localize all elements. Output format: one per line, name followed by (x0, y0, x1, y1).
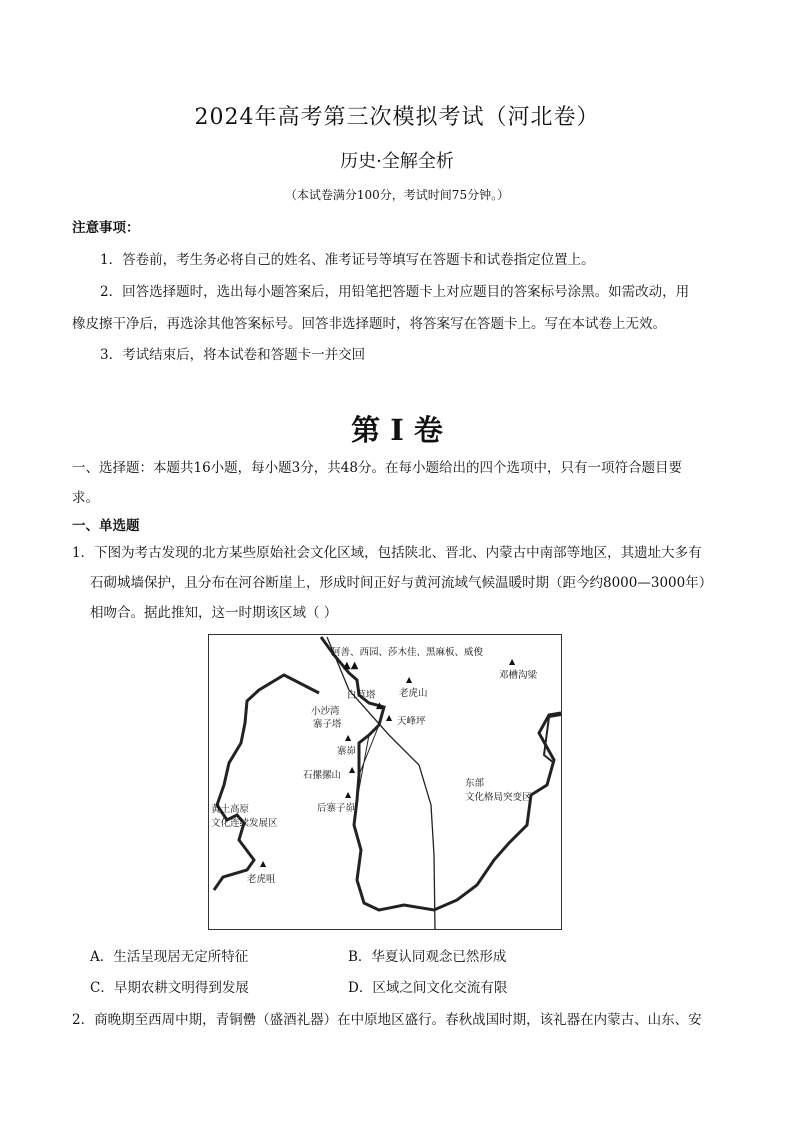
map-label-baicaota: 白草塔 (347, 690, 376, 701)
option-a[interactable]: A．生活呈现居无定所特征 (90, 949, 249, 965)
section-title: 第 I 卷 (351, 413, 443, 447)
map-label-shibaishan: 石摞摞山 (303, 770, 342, 781)
dengcao-marker-icon: ▲ (509, 657, 516, 666)
question-1-line-2: 石砌城墙保护，且分布在河谷断崖上，形成时间正好与黄河流域气候温暖时期（距今约8000—3000年） (90, 575, 713, 591)
map-label-east-2: 文化格局突变区 (465, 792, 532, 803)
cultural-divide-line (327, 637, 435, 929)
map-label-loess-2: 文化连续发展区 (211, 818, 278, 829)
map-label-houzhaizimao: 后寨子峁 (317, 803, 356, 814)
site-markers-north-icon: ▲▲ (343, 660, 359, 671)
map-label-east-1: 东部 (465, 778, 485, 789)
map-label-tianfengping: 天峰坪 (397, 716, 426, 727)
map-label-laohushan: 老虎山 (399, 688, 428, 699)
map-label-loess-1: 黄土高原 (211, 804, 250, 815)
zhaimao-marker-icon: ▲ (345, 733, 352, 742)
notice-heading: 注意事项： (72, 220, 140, 236)
map-label-dengcao: 邓槽沟梁 (499, 670, 538, 681)
notice-item-2: 2．回答选择题时，选出每小题答案后，用铅笔把答题卡上对应题目的答案标号涂黑。如需改动，用 (100, 284, 690, 300)
section-intro: 一、选择题：本题共16小题，每小题3分，共48分。在每小题给出的四个选项中，只有一项符合题目要 (72, 460, 682, 476)
option-d[interactable]: D．区域之间文化交流有限 (348, 980, 508, 996)
shibaishan-marker-icon: ▲ (349, 765, 356, 774)
map-label-zhaimao: 寨峁 (337, 746, 357, 757)
notice-item-3: 3．考试结束后，将本试卷和答题卡一并交回 (100, 347, 366, 363)
question-1-line-1: 1．下图为考古发现的北方某些原始社会文化区域，包括陕北、晋北、内蒙古中南部等地区，其遗址大多有 (72, 545, 702, 561)
loess-west-boundary (214, 675, 319, 890)
houzhaizimao-marker-icon: ▲ (345, 790, 352, 799)
map-label-zhaizita: 寨子塔 (313, 719, 342, 730)
archaeology-map (208, 634, 562, 930)
exam-subject: 历史·全解全析 (340, 151, 454, 172)
exam-title: 2024年高考第三次模拟考试（河北卷） (194, 105, 600, 130)
laohuzui-marker-icon: ▲ (260, 859, 267, 868)
section-intro-cont: 求。 (72, 490, 99, 506)
question-1-line-3: 相吻合。据此推知，这一时期该区域（ ） (90, 605, 338, 621)
map-label-laohuzui: 老虎咀 (247, 874, 276, 885)
map-label-xiaoshawan: 小沙湾 (311, 706, 340, 717)
option-b[interactable]: B．华夏认同观念已然形成 (348, 949, 507, 965)
question-2-line-1: 2．商晚期至西周中期，青铜罍（盛酒礼器）在中原地区盛行。春秋战国时期，该礼器在内蒙古、山东、安 (72, 1012, 702, 1028)
notice-item-1: 1．答卷前，考生务必将自己的姓名、准考证号等填写在答题卡和试卷指定位置上。 (100, 252, 595, 268)
map-label-north-sites: 阿善、西园、莎木佳、黑麻板、威俊 (331, 647, 484, 658)
exam-duration-note: （本试卷满分100分，考试时间75分钟。） (284, 188, 510, 202)
notice-item-2-cont: 橡皮擦干净后，再选涂其他答案标号。回答非选择题时，将答案写在答题卡上。写在本试卷上无效。 (72, 316, 666, 332)
tianfengping-marker-icon: ▲ (386, 713, 393, 722)
xiaoshawan-marker-icon: ▲ (376, 701, 383, 711)
section-subheading: 一、单选题 (72, 518, 140, 534)
option-c[interactable]: C．早期农耕文明得到发展 (90, 980, 249, 996)
laohushan-marker-icon: ▲ (406, 675, 413, 684)
